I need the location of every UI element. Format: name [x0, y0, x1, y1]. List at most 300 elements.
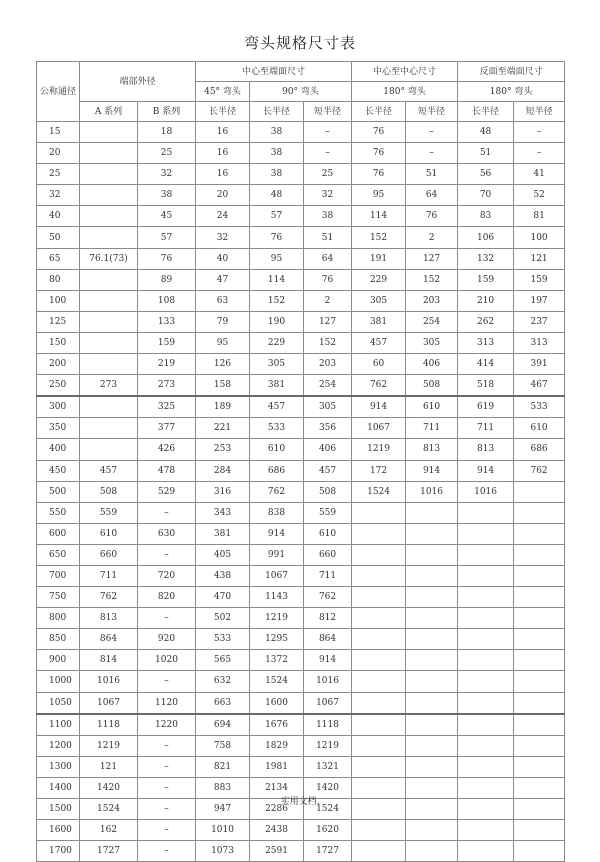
table-cell: 38	[250, 122, 304, 143]
table-cell	[514, 714, 565, 736]
table-cell: 121	[80, 756, 138, 777]
table-cell: 508	[80, 481, 138, 502]
table-cell	[514, 671, 565, 692]
table-cell: 229	[352, 269, 406, 290]
table-cell	[352, 820, 406, 841]
table-cell	[458, 608, 514, 629]
table-cell: 883	[196, 777, 250, 798]
table-cell: 121	[514, 248, 565, 269]
table-cell: –	[138, 735, 196, 756]
table-cell: 750	[37, 587, 80, 608]
table-cell: 400	[37, 439, 80, 460]
table-row	[37, 269, 565, 290]
table-cell	[352, 692, 406, 714]
table-cell: 1120	[138, 692, 196, 714]
table-cell: 533	[514, 396, 565, 418]
table-cell: 1600	[37, 820, 80, 841]
table-cell: 414	[458, 354, 514, 375]
table-cell: 95	[352, 185, 406, 206]
table-cell: 313	[514, 332, 565, 353]
table-cell: 56	[458, 164, 514, 185]
table-cell: 450	[37, 460, 80, 481]
table-cell: 1524	[80, 799, 138, 820]
table-cell	[80, 185, 138, 206]
page-title: 弯头规格尺寸表	[243, 34, 356, 52]
table-cell: 152	[352, 227, 406, 248]
table-cell: 1420	[80, 777, 138, 798]
table-row	[37, 544, 565, 565]
table-cell: 52	[514, 185, 565, 206]
table-cell: 821	[196, 756, 250, 777]
header-series-b: B 系列	[138, 102, 196, 122]
table-cell: 47	[196, 269, 250, 290]
table-cell: 533	[250, 418, 304, 439]
table-cell: 229	[250, 332, 304, 353]
table-cell: 127	[304, 311, 352, 332]
table-cell	[406, 671, 458, 692]
table-cell: 51	[406, 164, 458, 185]
table-cell: 316	[196, 481, 250, 502]
header-center-to-end: 中心至端面尺寸	[196, 62, 352, 82]
table-cell	[352, 502, 406, 523]
table-cell: 64	[304, 248, 352, 269]
table-cell	[458, 671, 514, 692]
header-long-radius: 长半径	[196, 102, 250, 122]
table-cell: 50	[37, 227, 80, 248]
table-cell: 40	[37, 206, 80, 227]
table-cell: 18	[138, 122, 196, 143]
table-cell	[80, 439, 138, 460]
table-cell: 38	[250, 143, 304, 164]
header-center-to-center: 中心至中心尺寸	[352, 62, 458, 82]
table-row	[37, 396, 565, 418]
table-row	[37, 608, 565, 629]
table-cell: 457	[352, 332, 406, 353]
table-cell: 610	[80, 523, 138, 544]
table-cell: 762	[514, 460, 565, 481]
table-cell: 478	[138, 460, 196, 481]
table-cell: 126	[196, 354, 250, 375]
table-cell: 533	[196, 629, 250, 650]
table-cell	[352, 714, 406, 736]
table-row	[37, 650, 565, 671]
table-cell: 1067	[80, 692, 138, 714]
table-cell: 914	[250, 523, 304, 544]
table-cell: 900	[37, 650, 80, 671]
table-cell: 762	[250, 481, 304, 502]
table-cell	[352, 544, 406, 565]
table-cell: 1016	[458, 481, 514, 502]
table-cell: 273	[138, 375, 196, 397]
table-cell	[514, 692, 565, 714]
table-cell: 457	[80, 460, 138, 481]
table-cell	[80, 122, 138, 143]
table-row	[37, 311, 565, 332]
table-cell: 1524	[352, 481, 406, 502]
table-cell: 762	[80, 587, 138, 608]
table-cell: 2	[304, 290, 352, 311]
table-cell: 600	[37, 523, 80, 544]
table-cell: 63	[196, 290, 250, 311]
table-cell: 343	[196, 502, 250, 523]
table-cell: 1219	[352, 439, 406, 460]
table-cell: 700	[37, 565, 80, 586]
table-cell	[514, 820, 565, 841]
table-cell: 660	[304, 544, 352, 565]
table-cell: 114	[352, 206, 406, 227]
table-cell: 25	[304, 164, 352, 185]
table-cell: –	[138, 544, 196, 565]
header-end-od: 端部外径	[80, 62, 196, 102]
table-cell: 559	[80, 502, 138, 523]
table-cell	[352, 523, 406, 544]
table-cell: 48	[250, 185, 304, 206]
table-cell: 152	[250, 290, 304, 311]
table-cell	[514, 481, 565, 502]
table-cell	[458, 756, 514, 777]
table-cell: 133	[138, 311, 196, 332]
table-cell: –	[138, 820, 196, 841]
table-cell: 391	[514, 354, 565, 375]
table-cell	[80, 396, 138, 418]
table-cell	[458, 565, 514, 586]
table-cell: 16	[196, 143, 250, 164]
table-row	[37, 841, 565, 862]
table-cell	[458, 502, 514, 523]
table-cell: 1981	[250, 756, 304, 777]
header-short-radius: 短半径	[406, 102, 458, 122]
table-cell: 20	[196, 185, 250, 206]
table-cell	[352, 756, 406, 777]
table-cell: 518	[458, 375, 514, 397]
table-cell: –	[138, 777, 196, 798]
table-cell	[406, 692, 458, 714]
table-cell: 820	[138, 587, 196, 608]
table-cell	[80, 311, 138, 332]
table-cell: 221	[196, 418, 250, 439]
table-row	[37, 206, 565, 227]
table-cell: 32	[196, 227, 250, 248]
table-row	[37, 460, 565, 481]
table-cell: 1143	[250, 587, 304, 608]
table-row	[37, 587, 565, 608]
header-elbow-45: 45° 弯头	[196, 82, 250, 102]
table-cell: 305	[304, 396, 352, 418]
table-cell: 1073	[196, 841, 250, 862]
table-row	[37, 185, 565, 206]
table-row	[37, 290, 565, 311]
table-cell: 254	[406, 311, 458, 332]
table-cell: 38	[304, 206, 352, 227]
table-cell	[406, 502, 458, 523]
table-cell: 159	[458, 269, 514, 290]
table-cell: 189	[196, 396, 250, 418]
table-cell	[514, 565, 565, 586]
table-cell: 914	[304, 650, 352, 671]
table-cell: 1000	[37, 671, 80, 692]
table-cell	[80, 269, 138, 290]
table-cell: 711	[406, 418, 458, 439]
table-cell	[406, 565, 458, 586]
table-cell: 95	[250, 248, 304, 269]
table-cell	[406, 629, 458, 650]
table-cell: –	[138, 841, 196, 862]
table-cell: 813	[458, 439, 514, 460]
header-nominal-diameter: 公称通径	[37, 62, 80, 122]
table-cell: 686	[514, 439, 565, 460]
table-cell	[352, 587, 406, 608]
table-cell: 89	[138, 269, 196, 290]
table-cell: 686	[250, 460, 304, 481]
table-cell: –	[406, 143, 458, 164]
table-cell	[458, 714, 514, 736]
table-cell: 406	[304, 439, 352, 460]
table-cell: –	[514, 122, 565, 143]
table-cell: 152	[406, 269, 458, 290]
table-cell: 711	[80, 565, 138, 586]
table-cell	[406, 650, 458, 671]
table-cell: 237	[514, 311, 565, 332]
table-cell	[352, 671, 406, 692]
table-cell	[514, 756, 565, 777]
table-cell: 76	[138, 248, 196, 269]
table-cell: 813	[80, 608, 138, 629]
table-cell	[80, 227, 138, 248]
table-cell: 191	[352, 248, 406, 269]
table-row	[37, 692, 565, 714]
table-cell: 273	[80, 375, 138, 397]
table-cell	[514, 735, 565, 756]
table-cell	[406, 820, 458, 841]
table-cell: 150	[37, 332, 80, 353]
table-cell: 559	[304, 502, 352, 523]
table-cell: 200	[37, 354, 80, 375]
table-cell: 914	[406, 460, 458, 481]
table-cell: 284	[196, 460, 250, 481]
table-cell	[458, 735, 514, 756]
header-series-a: A 系列	[80, 102, 138, 122]
table-cell: 711	[304, 565, 352, 586]
table-cell: 381	[196, 523, 250, 544]
table-cell: 1016	[80, 671, 138, 692]
table-cell	[458, 692, 514, 714]
table-row	[37, 820, 565, 841]
header-short-radius: 短半径	[514, 102, 565, 122]
page-footer: 实用文档.	[280, 797, 320, 807]
table-cell: 630	[138, 523, 196, 544]
table-cell	[406, 587, 458, 608]
table-cell: 2438	[250, 820, 304, 841]
table-cell: 1220	[138, 714, 196, 736]
table-cell: –	[514, 143, 565, 164]
table-row	[37, 481, 565, 502]
table-cell: 2134	[250, 777, 304, 798]
table-cell	[458, 820, 514, 841]
table-cell: –	[138, 502, 196, 523]
table-row	[37, 122, 565, 143]
table-cell: 1400	[37, 777, 80, 798]
table-cell	[80, 290, 138, 311]
table-cell: 381	[352, 311, 406, 332]
table-cell	[514, 587, 565, 608]
table-cell: 25	[138, 143, 196, 164]
table-cell: 632	[196, 671, 250, 692]
header-elbow-180-ctc: 180° 弯头	[352, 82, 458, 102]
table-cell: 381	[250, 375, 304, 397]
table-cell: 114	[250, 269, 304, 290]
table-cell: 76	[352, 164, 406, 185]
table-cell	[406, 756, 458, 777]
table-cell: 57	[138, 227, 196, 248]
table-cell: 80	[37, 269, 80, 290]
table-cell: 79	[196, 311, 250, 332]
table-cell: 838	[250, 502, 304, 523]
table-cell: 619	[458, 396, 514, 418]
table-cell: 1372	[250, 650, 304, 671]
table-cell: 132	[458, 248, 514, 269]
table-cell: 663	[196, 692, 250, 714]
table-cell: 356	[304, 418, 352, 439]
table-cell	[80, 418, 138, 439]
table-cell: 1020	[138, 650, 196, 671]
table-cell	[352, 841, 406, 862]
table-row	[37, 439, 565, 460]
table-row	[37, 671, 565, 692]
table-cell	[514, 629, 565, 650]
header-elbow-90: 90° 弯头	[250, 82, 352, 102]
table-row	[37, 714, 565, 736]
table-cell	[352, 735, 406, 756]
table-cell	[406, 714, 458, 736]
table-cell: 1420	[304, 777, 352, 798]
table-cell: 1118	[80, 714, 138, 736]
table-row	[37, 143, 565, 164]
table-cell: 610	[514, 418, 565, 439]
table-cell: 1219	[250, 608, 304, 629]
table-cell: 106	[458, 227, 514, 248]
table-cell: 1700	[37, 841, 80, 862]
table-row	[37, 375, 565, 397]
table-cell: 1600	[250, 692, 304, 714]
header-elbow-180-bte: 180° 弯头	[458, 82, 565, 102]
table-cell: 172	[352, 460, 406, 481]
table-cell: 1067	[352, 418, 406, 439]
table-cell: 70	[458, 185, 514, 206]
table-cell: 32	[37, 185, 80, 206]
table-cell: 864	[80, 629, 138, 650]
table-cell: 1118	[304, 714, 352, 736]
table-cell: 2	[406, 227, 458, 248]
table-cell: 1524	[304, 799, 352, 820]
table-cell: 762	[352, 375, 406, 397]
table-cell: 57	[250, 206, 304, 227]
table-cell: 500	[37, 481, 80, 502]
table-cell: 2591	[250, 841, 304, 862]
table-cell: 694	[196, 714, 250, 736]
table-cell: 190	[250, 311, 304, 332]
table-cell: 758	[196, 735, 250, 756]
table-cell: 41	[514, 164, 565, 185]
table-cell: 457	[304, 460, 352, 481]
table-cell: –	[304, 122, 352, 143]
table-cell: –	[406, 122, 458, 143]
table-row	[37, 418, 565, 439]
table-cell: 814	[80, 650, 138, 671]
table-cell: 40	[196, 248, 250, 269]
table-cell: 426	[138, 439, 196, 460]
table-cell: 405	[196, 544, 250, 565]
table-cell: 508	[406, 375, 458, 397]
table-cell: 762	[304, 587, 352, 608]
table-cell	[80, 164, 138, 185]
table-cell: 1067	[250, 565, 304, 586]
table-cell	[458, 544, 514, 565]
table-cell	[406, 544, 458, 565]
table-row	[37, 354, 565, 375]
table-cell	[406, 523, 458, 544]
table-cell	[80, 354, 138, 375]
table-cell: 76	[304, 269, 352, 290]
table-row	[37, 502, 565, 523]
table-cell: 610	[304, 523, 352, 544]
table-cell: 947	[196, 799, 250, 820]
table-cell	[406, 608, 458, 629]
table-cell: 16	[196, 122, 250, 143]
table-cell: 65	[37, 248, 80, 269]
table-cell: 60	[352, 354, 406, 375]
table-cell: 350	[37, 418, 80, 439]
table-cell: 1010	[196, 820, 250, 841]
table-cell: 457	[250, 396, 304, 418]
table-row	[37, 164, 565, 185]
table-row	[37, 332, 565, 353]
table-cell: 1219	[80, 735, 138, 756]
table-cell	[352, 629, 406, 650]
table-cell: 16	[196, 164, 250, 185]
table-cell: 51	[458, 143, 514, 164]
table-cell: 470	[196, 587, 250, 608]
table-cell	[80, 332, 138, 353]
table-cell: 159	[514, 269, 565, 290]
table-row	[37, 227, 565, 248]
table-cell: 720	[138, 565, 196, 586]
table-cell	[514, 544, 565, 565]
table-cell: 76	[352, 122, 406, 143]
table-cell: 38	[250, 164, 304, 185]
table-cell: 711	[458, 418, 514, 439]
table-cell: 1219	[304, 735, 352, 756]
table-cell: 438	[196, 565, 250, 586]
table-cell: 250	[37, 375, 80, 397]
table-cell: 108	[138, 290, 196, 311]
header-long-radius: 长半径	[250, 102, 304, 122]
table-cell: 159	[138, 332, 196, 353]
table-cell: 1016	[304, 671, 352, 692]
table-cell: 81	[514, 206, 565, 227]
table-cell: 125	[37, 311, 80, 332]
table-cell	[514, 608, 565, 629]
table-cell: 610	[406, 396, 458, 418]
table-cell: 253	[196, 439, 250, 460]
table-cell	[514, 502, 565, 523]
table-cell: 2286	[250, 799, 304, 820]
table-cell: 914	[352, 396, 406, 418]
table-cell: 565	[196, 650, 250, 671]
header-back-to-end: 反面至端面尺寸	[458, 62, 565, 82]
table-cell: 991	[250, 544, 304, 565]
table-cell: 377	[138, 418, 196, 439]
table-cell	[458, 587, 514, 608]
